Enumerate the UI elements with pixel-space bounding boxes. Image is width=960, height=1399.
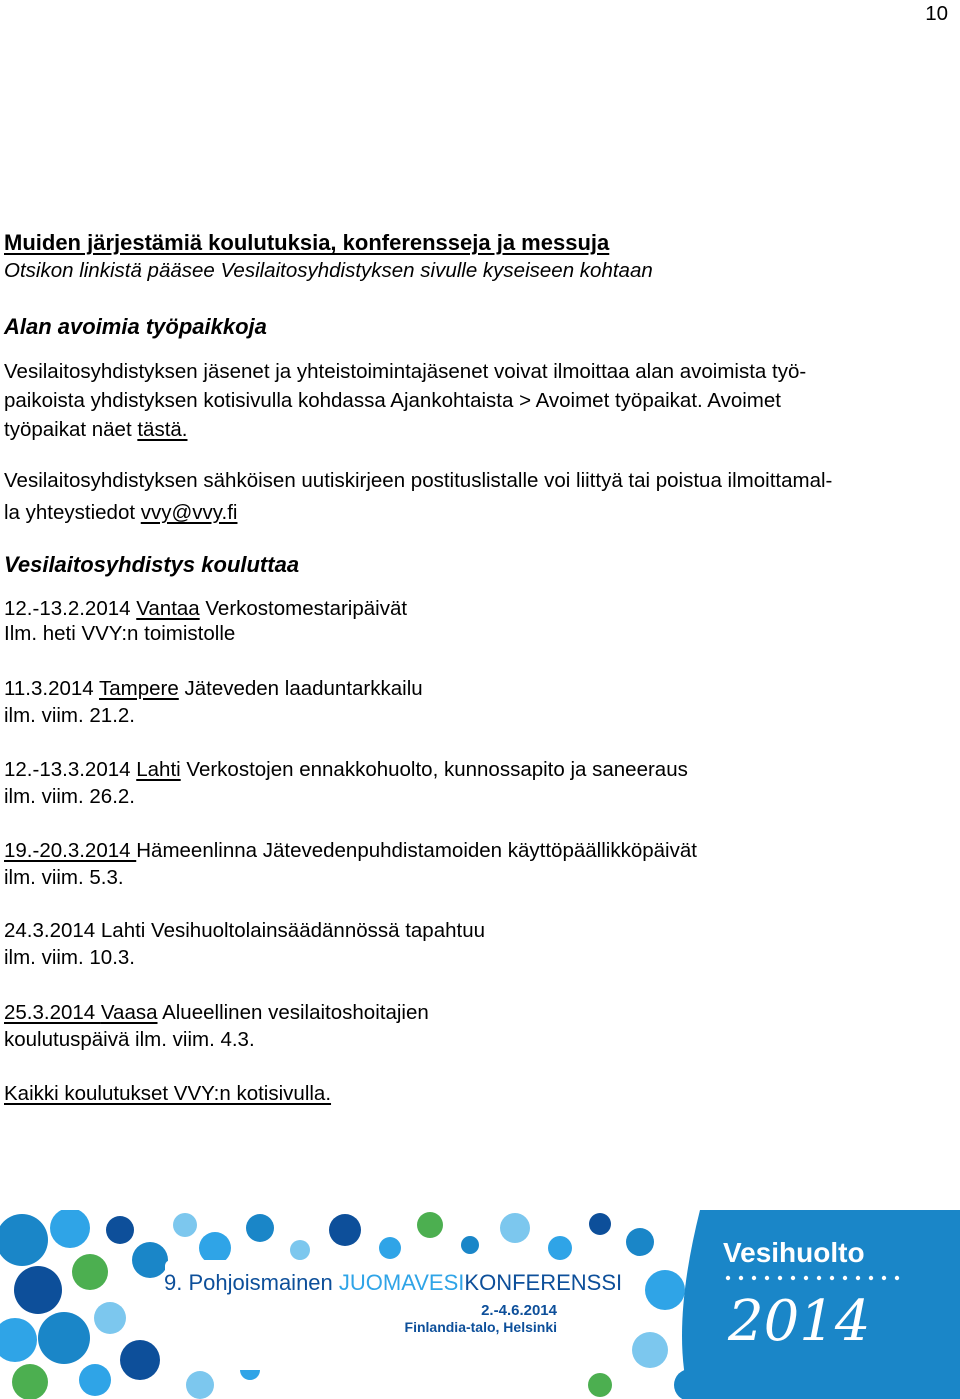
newsletter-line2 (4, 501, 237, 525)
event-note: ilm. viim. 5.3. (4, 866, 124, 889)
event-line: 24.3.2014 Lahti Vesihuoltolainsäädännössä tapahtuu (4, 919, 486, 942)
jobs-link[interactable]: tästä. (137, 418, 188, 441)
event-line (4, 597, 407, 621)
event-title: Hämeenlinna Jätevedenpuhdistamoiden käyttöpäällikköpäivät (136, 839, 697, 862)
newsletter-line1: Vesilaitosyhdistyksen sähköisen uutiskirjeen postituslistalle voi liittyä tai poistua ilmoittamal- (4, 469, 833, 492)
page-number: 10 (925, 2, 948, 25)
jobs-text-line3-text: työpaikat näet (4, 418, 138, 441)
event-date-link[interactable]: 19.-20.3.2014 (4, 839, 137, 862)
jobs-text-line1: Vesilaitosyhdistyksen jäsenet ja yhteistoimintajäsenet voivat ilmoittaa alan avoimista työ- (4, 360, 807, 383)
conference-banner (0, 1210, 960, 1399)
event-title: Alueellinen vesilaitoshoitajien (157, 1001, 429, 1024)
event-place-link[interactable]: Tampere (99, 677, 179, 700)
event-note: ilm. viim. 10.3. (4, 946, 135, 969)
event-place-link[interactable]: Lahti (136, 758, 181, 781)
newsletter-line2-text: la yhteystiedot (4, 501, 141, 524)
event-title: Verkostomestaripäivät (199, 597, 408, 620)
jobs-heading: Alan avoimia työpaikkoja (4, 314, 267, 339)
jobs-text-line2: paikoista yhdistyksen kotisivulla kohdassa Ajankohtaista > Avoimet työpaikat. Avoimet (4, 389, 781, 412)
event-place-link[interactable]: Vantaa (136, 597, 200, 620)
brand-name: Vesihuolto (723, 1237, 865, 1268)
section-title-link[interactable]: Muiden järjestämiä koulutuksia, konferensseja ja messuja (4, 230, 610, 255)
event-note: koulutuspäivä ilm. viim. 4.3. (4, 1028, 255, 1051)
event-line (4, 677, 423, 701)
event-date: 12.-13.3.2014 (4, 758, 137, 781)
brand-year: 2014 (728, 1289, 871, 1354)
event-note: ilm. viim. 26.2. (4, 785, 135, 808)
event-date: 12.-13.2.2014 (4, 597, 137, 620)
event-line (4, 839, 697, 863)
event-note: Ilm. heti VVY:n toimistolle (4, 622, 236, 645)
event-line (4, 758, 688, 782)
event-title: Jäteveden laaduntarkkailu (178, 677, 423, 700)
event-place-link[interactable]: Vaasa (100, 1001, 158, 1024)
jobs-text-line3 (4, 418, 187, 442)
event-date-link[interactable]: 25.3.2014 (4, 1001, 101, 1024)
event-note: ilm. viim. 21.2. (4, 704, 135, 727)
event-line (4, 1001, 429, 1025)
email-link[interactable]: vvy@vvy.fi (140, 501, 238, 524)
conference-name: 9. Pohjoismainen JUOMAVESIKONFERENSSI (164, 1270, 623, 1295)
event-title: Verkostojen ennakkohuolto, kunnossapito ja saneeraus (180, 758, 688, 781)
event-date: 11.3.2014 (4, 677, 100, 700)
section-subtitle: Otsikon linkistä pääsee Vesilaitosyhdistyksen sivulle kyseiseen kohtaan (4, 259, 653, 282)
conference-dates: 2.-4.6.2014 (481, 1302, 557, 1319)
conference-venue: Finlandia-talo, Helsinki (404, 1319, 557, 1335)
all-trainings-link[interactable]: Kaikki koulutukset VVY:n kotisivulla. (4, 1082, 332, 1105)
training-heading: Vesilaitosyhdistys kouluttaa (4, 552, 300, 577)
